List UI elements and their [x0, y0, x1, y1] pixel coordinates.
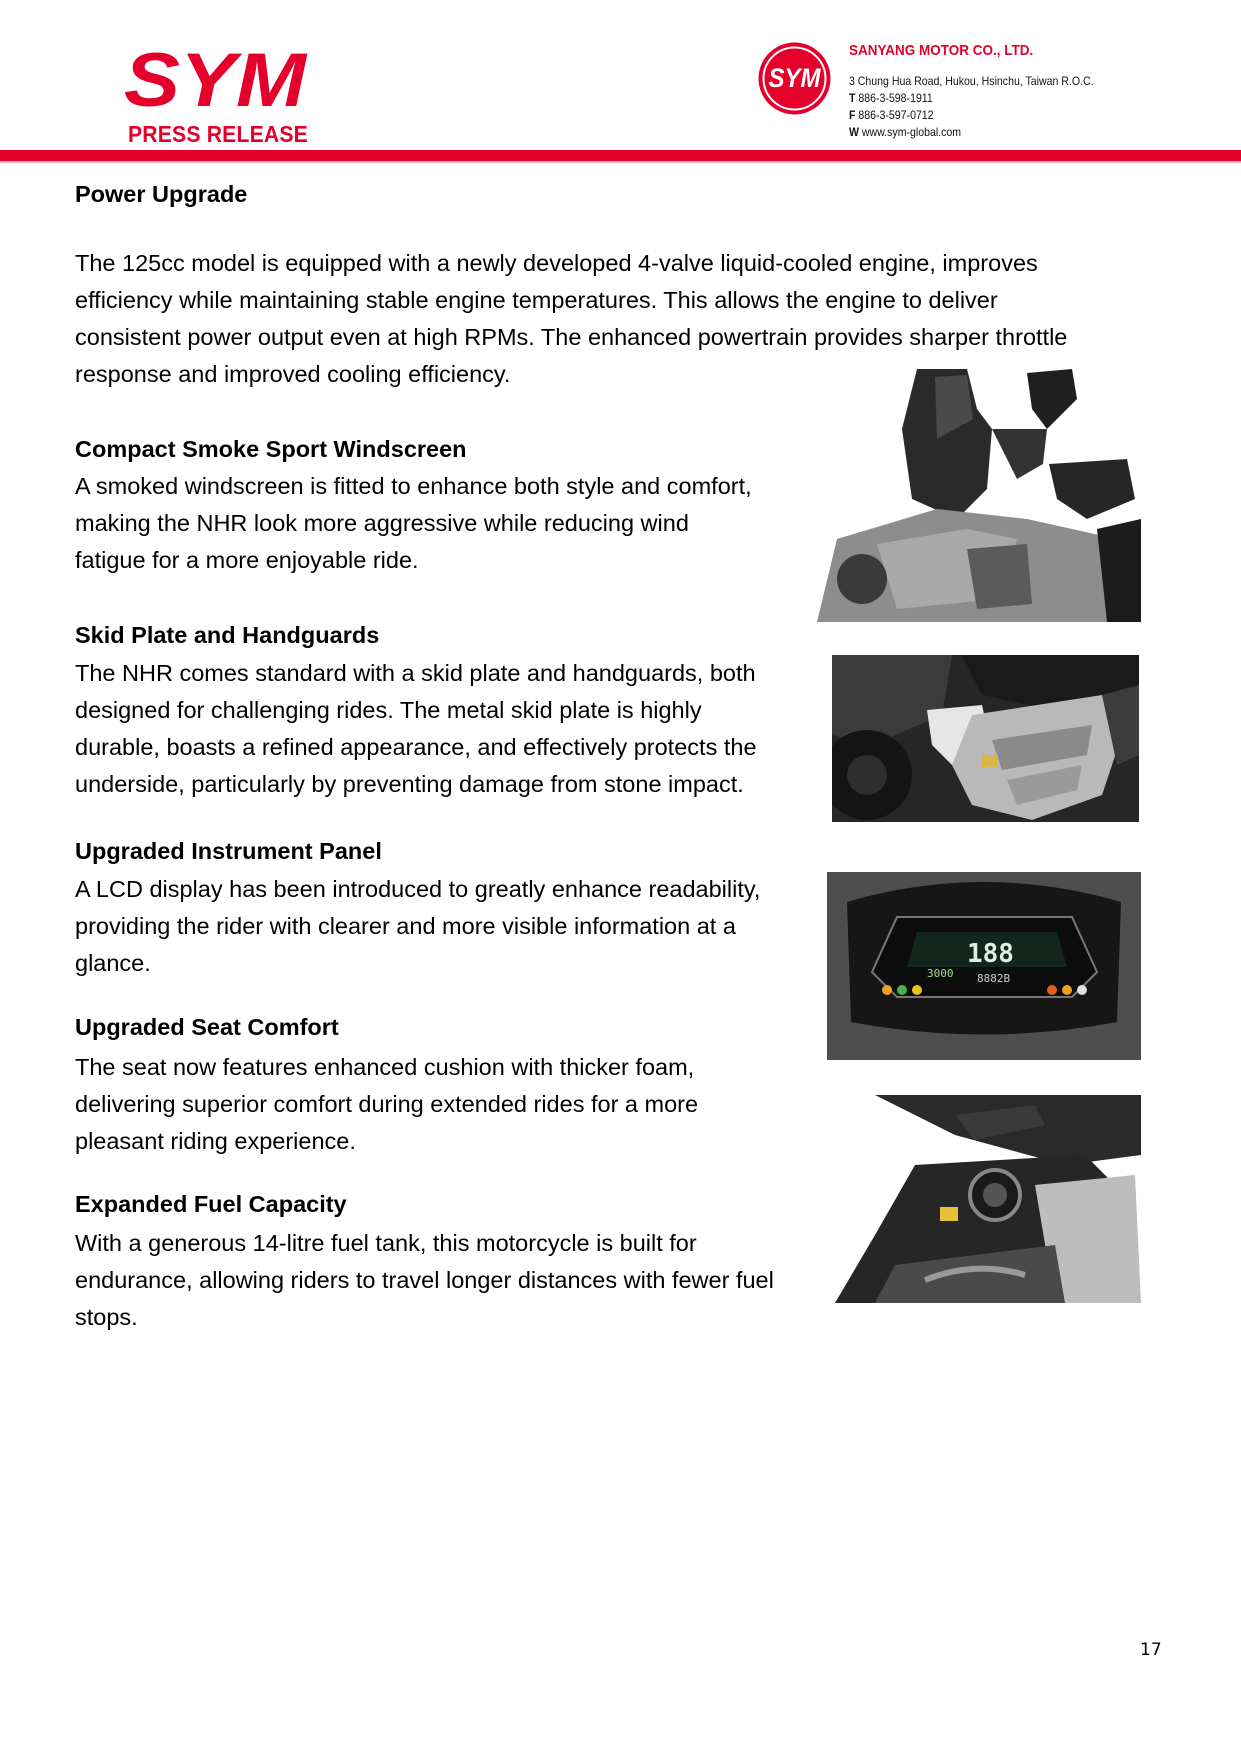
- heading-skid-plate: Skid Plate and Handguards: [75, 622, 380, 648]
- paragraph-line: glance.: [75, 950, 151, 976]
- svg-text:188: 188: [967, 939, 1014, 969]
- company-phone: T 886-3-598-1911: [849, 91, 933, 105]
- header-divider-shadow: [0, 161, 1241, 163]
- heading-fuel-capacity: Expanded Fuel Capacity: [75, 1191, 347, 1217]
- heading-windscreen: Compact Smoke Sport Windscreen: [75, 436, 467, 462]
- paragraph-line: efficiency while maintaining stable engine temperatures. This allows the engine to deliver: [75, 287, 998, 313]
- heading-seat-comfort: Upgraded Seat Comfort: [75, 1014, 339, 1040]
- windscreen-photo: [817, 369, 1141, 622]
- press-release-label: PRESS RELEASE: [128, 121, 308, 147]
- paragraph-line: A smoked windscreen is fitted to enhance both style and comfort,: [75, 473, 752, 499]
- company-fax: F 886-3-597-0712: [849, 108, 934, 122]
- skid-plate-photo: [832, 655, 1139, 822]
- paragraph-line: stops.: [75, 1304, 138, 1330]
- svg-text:8882B: 8882B: [977, 972, 1011, 985]
- paragraph-line: delivering superior comfort during extended rides for a more: [75, 1091, 699, 1117]
- paragraph-line: endurance, allowing riders to travel longer distances with fewer fuel: [75, 1267, 774, 1293]
- paragraph-line: The NHR comes standard with a skid plate and handguards, both: [75, 660, 756, 686]
- paragraph-line: With a generous 14-litre fuel tank, this motorcycle is built for: [75, 1230, 697, 1256]
- company-address: 3 Chung Hua Road, Hukou, Hsinchu, Taiwan R.O.C.: [849, 74, 1094, 88]
- paragraph-line: response and improved cooling efficiency.: [75, 361, 511, 387]
- fuel-tank-photo: [835, 1095, 1141, 1303]
- instrument-panel-photo: [827, 872, 1141, 1060]
- sym-logo: [121, 40, 309, 120]
- company-website[interactable]: W www.sym-global.com: [849, 125, 962, 139]
- heading-power-upgrade: Power Upgrade: [75, 181, 248, 207]
- svg-text:3000: 3000: [927, 967, 954, 980]
- paragraph-line: designed for challenging rides. The metal skid plate is highly: [75, 697, 702, 723]
- company-name: SANYANG MOTOR CO., LTD.: [849, 42, 1034, 59]
- heading-instrument-panel: Upgraded Instrument Panel: [75, 838, 382, 864]
- paragraph-line: consistent power output even at high RPMs. The enhanced powertrain provides sharper throttle: [75, 324, 1068, 350]
- svg-text:SYM: SYM: [124, 40, 308, 120]
- paragraph-line: durable, boasts a refined appearance, and effectively protects the: [75, 734, 757, 760]
- paragraph-line: pleasant riding experience.: [75, 1128, 356, 1154]
- paragraph-line: The 125cc model is equipped with a newly developed 4-valve liquid-cooled engine, improves: [75, 250, 1038, 276]
- svg-text:SYM: SYM: [768, 63, 821, 93]
- paragraph-line: A LCD display has been introduced to greatly enhance readability,: [75, 876, 761, 902]
- paragraph-line: underside, particularly by preventing damage from stone impact.: [75, 771, 744, 797]
- paragraph-line: providing the rider with clearer and more visible information at a: [75, 913, 736, 939]
- paragraph-line: fatigue for a more enjoyable ride.: [75, 547, 419, 573]
- page-number: 17: [1140, 1640, 1162, 1660]
- paragraph-line: The seat now features enhanced cushion with thicker foam,: [75, 1054, 695, 1080]
- sym-badge-logo: [757, 41, 832, 116]
- paragraph-line: making the NHR look more aggressive while reducing wind: [75, 510, 689, 536]
- header-divider: [0, 150, 1241, 161]
